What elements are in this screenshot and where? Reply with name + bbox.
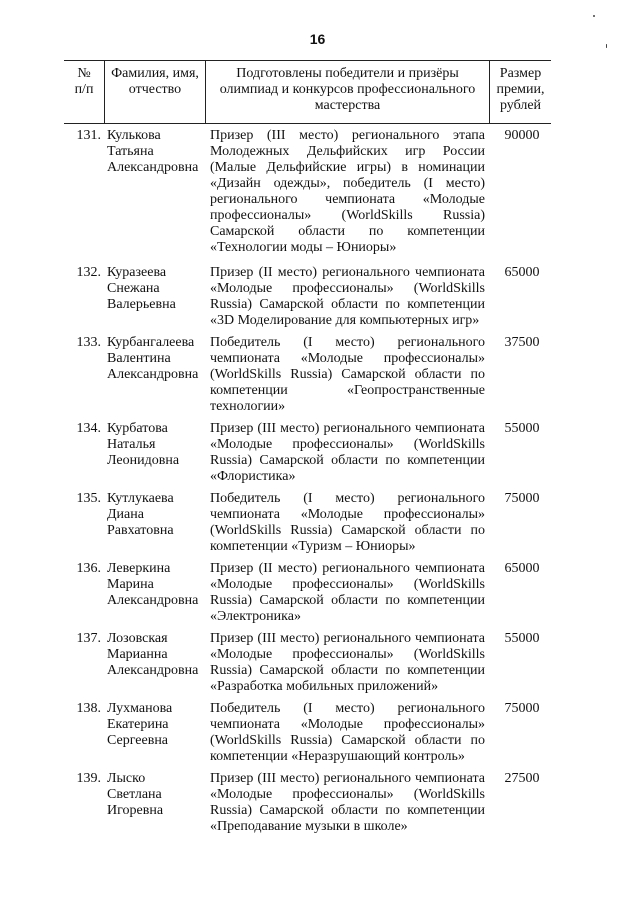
- header-number: [64, 61, 104, 123]
- row-amount: 37500: [504, 335, 540, 350]
- row-number: 134.: [76, 421, 101, 436]
- achievement-line: компетенции «Геопространственные: [210, 383, 485, 398]
- achievement-line: регионального чемпионата «Молодые: [210, 192, 485, 207]
- table-row: [64, 421, 551, 491]
- table-row: [64, 128, 551, 265]
- header-text: отчество: [128, 82, 182, 97]
- page-number: 16: [309, 31, 326, 47]
- row-achievement: [205, 421, 489, 491]
- achievement-line: Russia) Самарской области по компетенции: [210, 453, 485, 468]
- name-line: Леверкина: [107, 561, 171, 576]
- achievement-line: Призер (III место) регионального чемпионата: [210, 771, 485, 786]
- row-achievement: [205, 491, 489, 561]
- table-row: [64, 491, 551, 561]
- name-line: Марианна: [107, 647, 168, 662]
- header-text: п/п: [74, 82, 94, 97]
- achievement-line: компетенции «Неразрушающий контроль»: [210, 749, 465, 764]
- header-name: [104, 61, 205, 123]
- achievement-line: Russia) Самарской области по компетенции: [210, 297, 485, 312]
- header-text: Подготовлены победители и призёры: [236, 66, 459, 81]
- name-line: Игоревна: [107, 803, 164, 818]
- row-achievement: [205, 265, 489, 335]
- achievement-line: (WorldSkills Russia) Самарской области по: [210, 733, 485, 748]
- achievement-line: Победитель (I место) регионального: [210, 335, 485, 350]
- achievement-line: «Дизайн одежды», победитель (I место): [210, 176, 485, 191]
- scan-speck: [606, 44, 607, 48]
- row-number: 139.: [76, 771, 101, 786]
- name-line: Снежана: [107, 281, 160, 296]
- row-amount: 75000: [504, 491, 540, 506]
- achievement-line: (WorldSkills Russia) Самарской области по: [210, 523, 485, 538]
- name-line: Александровна: [107, 367, 199, 382]
- achievement-line: Призер (II место) регионального чемпионата: [210, 265, 485, 280]
- row-achievement: [205, 771, 489, 841]
- row-number: 133.: [76, 335, 101, 350]
- row-number: 131.: [76, 128, 101, 143]
- table-row: [64, 265, 551, 335]
- achievement-line: чемпионата «Молодые профессионалы»: [210, 717, 485, 732]
- row-full-name: [104, 631, 205, 701]
- row-amount: 65000: [504, 561, 540, 576]
- name-line: Куразеева: [107, 265, 167, 280]
- table-row: [64, 771, 551, 841]
- row-achievement: [205, 561, 489, 631]
- row-full-name: [104, 265, 205, 335]
- row-number: 135.: [76, 491, 101, 506]
- name-line: Валерьевна: [107, 297, 176, 312]
- name-line: Кутлукаева: [107, 491, 174, 506]
- table-row: [64, 561, 551, 631]
- row-full-name: [104, 561, 205, 631]
- achievement-line: чемпионата «Молодые профессионалы»: [210, 507, 485, 522]
- row-number: 138.: [76, 701, 101, 716]
- header-text: премии,: [496, 82, 545, 97]
- achievement-line: Призер (III место) регионального чемпионата: [210, 631, 485, 646]
- name-line: Лыско: [107, 771, 146, 786]
- table-row: [64, 335, 551, 421]
- achievement-line: Russia) Самарской области по компетенции: [210, 663, 485, 678]
- table-header: [64, 60, 551, 124]
- name-line: Екатерина: [107, 717, 169, 732]
- row-full-name: [104, 421, 205, 491]
- name-line: Курбангалеева: [107, 335, 195, 350]
- achievement-line: технологии»: [210, 399, 286, 414]
- header-text: Размер: [499, 66, 542, 81]
- achievement-line: «Молодые профессионалы» (WorldSkills: [210, 437, 485, 452]
- achievement-line: Призер (III место) регионального чемпионата: [210, 421, 485, 436]
- achievement-line: Russia) Самарской области по компетенции: [210, 803, 485, 818]
- name-line: Александровна: [107, 160, 199, 175]
- achievement-line: «Флористика»: [210, 469, 296, 484]
- name-line: Светлана: [107, 787, 162, 802]
- name-line: Лозовская: [107, 631, 168, 646]
- achievement-line: чемпионата «Молодые профессионалы»: [210, 351, 485, 366]
- row-achievement: [205, 701, 489, 771]
- name-line: Равхатовна: [107, 523, 174, 538]
- achievement-line: «Молодые профессионалы» (WorldSkills: [210, 577, 485, 592]
- name-line: Валентина: [107, 351, 171, 366]
- name-line: Леонидовна: [107, 453, 180, 468]
- name-line: Кулькова: [107, 128, 161, 143]
- achievement-line: «Электроника»: [210, 609, 301, 624]
- row-full-name: [104, 335, 205, 421]
- row-full-name: [104, 128, 205, 265]
- row-amount: 27500: [504, 771, 540, 786]
- achievement-line: Призер (II место) регионального чемпионата: [210, 561, 485, 576]
- achievement-line: «Технологии моды – Юниоры»: [210, 240, 397, 255]
- scan-speck: [593, 15, 595, 17]
- table-row: [64, 631, 551, 701]
- name-line: Курбатова: [107, 421, 168, 436]
- achievement-line: «Разработка мобильных приложений»: [210, 679, 439, 694]
- header-text: Фамилия, имя,: [111, 66, 199, 81]
- header-amount: [489, 61, 551, 123]
- row-number: 136.: [76, 561, 101, 576]
- row-number: 132.: [76, 265, 101, 280]
- achievement-line: (WorldSkills Russia) Самарской области по: [210, 367, 485, 382]
- row-amount: 55000: [504, 631, 540, 646]
- name-line: Марина: [107, 577, 154, 592]
- achievement-line: Молодежных Дельфийских игр России: [210, 144, 485, 159]
- row-amount: 55000: [504, 421, 540, 436]
- header-text: олимпиад и конкурсов профессионального: [219, 82, 476, 97]
- achievement-line: компетенции «Туризм – Юниоры»: [210, 539, 416, 554]
- achievement-line: Победитель (I место) регионального: [210, 491, 485, 506]
- achievement-line: Победитель (I место) регионального: [210, 701, 485, 716]
- header-achievement: [205, 61, 489, 123]
- row-amount: 90000: [504, 128, 540, 143]
- header-text: рублей: [499, 98, 542, 113]
- achievement-line: (Малые Дельфийские игры) в номинации: [210, 160, 485, 175]
- achievement-line: Russia) Самарской области по компетенции: [210, 593, 485, 608]
- achievement-line: «Молодые профессионалы» (WorldSkills: [210, 281, 485, 296]
- row-full-name: [104, 771, 205, 841]
- row-achievement: [205, 335, 489, 421]
- table-body: [64, 128, 551, 841]
- row-amount: 65000: [504, 265, 540, 280]
- name-line: Татьяна: [107, 144, 154, 159]
- achievement-line: «Молодые профессионалы» (WorldSkills: [210, 647, 485, 662]
- row-achievement: [205, 128, 489, 265]
- header-text: мастерства: [314, 98, 381, 113]
- table-row: [64, 701, 551, 771]
- name-line: Александровна: [107, 663, 199, 678]
- achievement-line: «3D Моделирование для компьютерных игр»: [210, 313, 480, 328]
- row-full-name: [104, 491, 205, 561]
- name-line: Александровна: [107, 593, 199, 608]
- row-full-name: [104, 701, 205, 771]
- achievement-line: Самарской области по компетенции: [210, 224, 485, 239]
- name-line: Лухманова: [107, 701, 173, 716]
- row-number: 137.: [76, 631, 101, 646]
- achievement-line: Призер (III место) регионального этапа: [210, 128, 485, 143]
- header-text: №: [77, 66, 91, 81]
- achievement-line: «Преподавание музыки в школе»: [210, 819, 408, 834]
- achievement-line: профессионалы» (WorldSkills Russia): [210, 208, 485, 223]
- name-line: Диана: [107, 507, 144, 522]
- name-line: Наталья: [107, 437, 156, 452]
- row-achievement: [205, 631, 489, 701]
- name-line: Сергеевна: [107, 733, 169, 748]
- row-amount: 75000: [504, 701, 540, 716]
- achievement-line: «Молодые профессионалы» (WorldSkills: [210, 787, 485, 802]
